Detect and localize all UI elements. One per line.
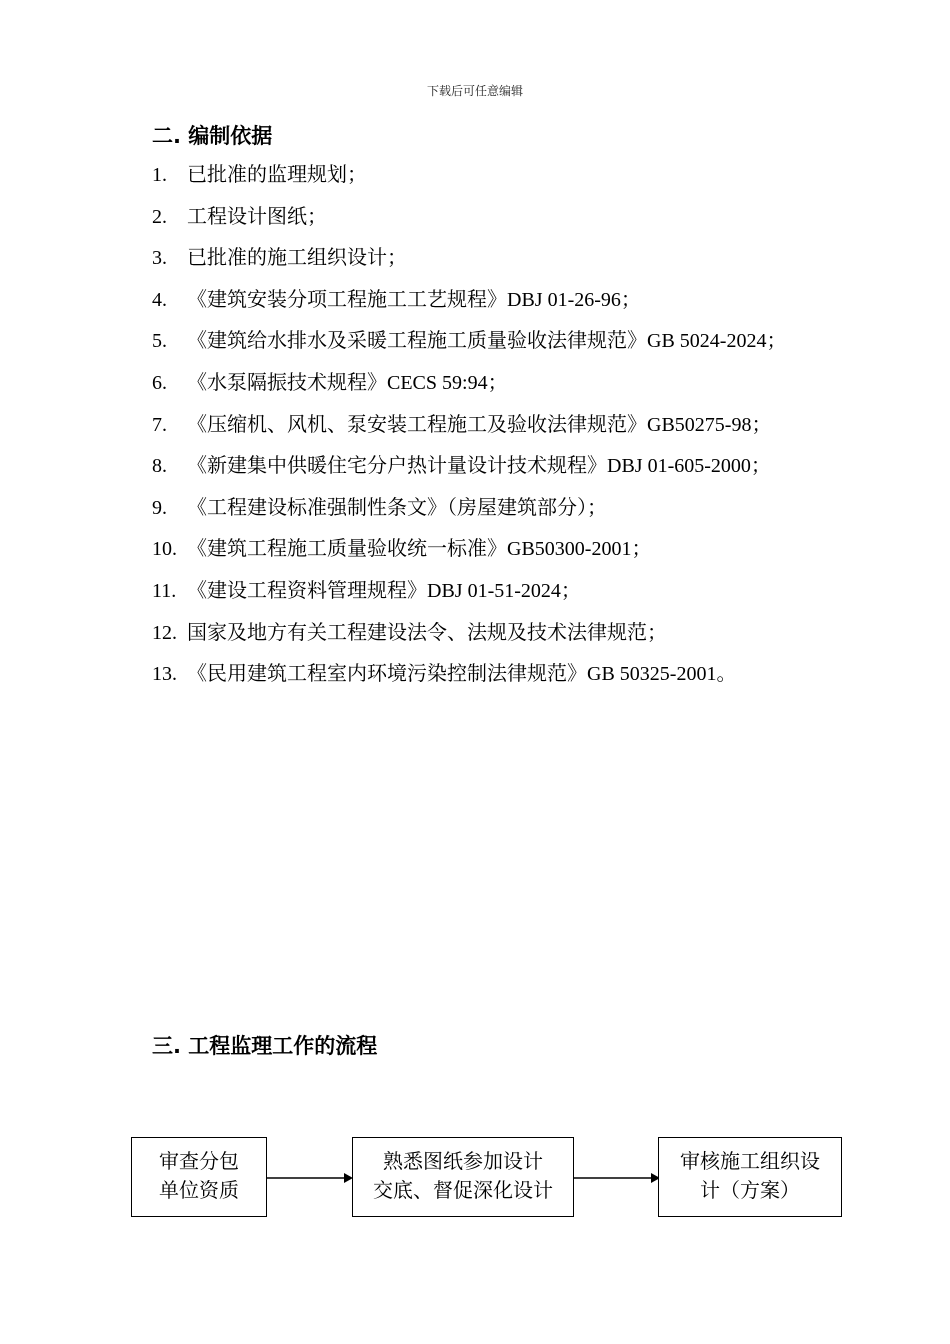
item-text: 已批准的施工组织设计； bbox=[187, 247, 407, 270]
list-item bbox=[152, 659, 786, 701]
list-item bbox=[152, 326, 786, 368]
item-text: 《建筑给水排水及采暖工程施工质量验收法律规范》GB 5024-2024； bbox=[187, 330, 787, 353]
item-text: 工程设计图纸； bbox=[187, 205, 327, 228]
list-item bbox=[152, 160, 786, 202]
item-text: 国家及地方有关工程建设法令、法规及技术法律规范； bbox=[187, 621, 667, 644]
flow-box-line: 审查分包 bbox=[159, 1151, 239, 1173]
item-number: 8. bbox=[152, 455, 167, 478]
list-item bbox=[152, 451, 786, 493]
item-text: 《工程建设标准强制性条文》（房屋建筑部分）； bbox=[187, 496, 607, 519]
flow-box-design-disclosure bbox=[352, 1137, 574, 1217]
item-number: 3. bbox=[152, 247, 167, 270]
item-number: 13. bbox=[152, 663, 177, 686]
section-heading-workflow: 三. 工程监理工作的流程 bbox=[152, 1034, 378, 1058]
item-text: 《压缩机、风机、泵安装工程施工及验收法律规范》GB50275-98； bbox=[187, 413, 772, 436]
list-item bbox=[152, 202, 786, 244]
flow-arrow bbox=[574, 1168, 660, 1188]
item-number: 9. bbox=[152, 496, 167, 519]
list-item bbox=[152, 285, 786, 327]
item-text: 《水泵隔振技术规程》CECS 59:94； bbox=[187, 371, 508, 394]
flow-box-line: 审核施工组织设 bbox=[680, 1151, 820, 1173]
basis-list bbox=[152, 160, 786, 701]
flow-box-review-subcontractor bbox=[131, 1137, 267, 1217]
item-number: 2. bbox=[152, 205, 167, 228]
list-item bbox=[152, 243, 786, 285]
list-item bbox=[152, 368, 786, 410]
item-text: 《建设工程资料管理规程》DBJ 01-51-2024； bbox=[187, 579, 581, 602]
item-text: 《建筑工程施工质量验收统一标准》GB50300-2001； bbox=[187, 538, 652, 561]
list-item bbox=[152, 618, 786, 660]
flow-box-line: 交底、督促深化设计 bbox=[373, 1180, 553, 1202]
flow-box-line: 单位资质 bbox=[159, 1180, 239, 1202]
flow-box-review-construction-plan bbox=[658, 1137, 842, 1217]
flow-box-line: 计（方案） bbox=[700, 1180, 800, 1202]
item-number: 7. bbox=[152, 413, 167, 436]
item-number: 11. bbox=[152, 579, 177, 602]
page-header: 下载后可任意编辑 bbox=[426, 84, 523, 98]
item-number: 5. bbox=[152, 330, 167, 353]
item-number: 10. bbox=[152, 538, 177, 561]
list-item bbox=[152, 410, 786, 452]
item-number: 1. bbox=[152, 164, 167, 186]
flow-arrow bbox=[267, 1168, 353, 1188]
section-heading-basis: 二. 编制依据 bbox=[152, 124, 273, 148]
item-number: 6. bbox=[152, 371, 167, 394]
item-text: 已批准的监理规划； bbox=[187, 164, 367, 186]
item-text: 《建筑安装分项工程施工工艺规程》DBJ 01-26-96； bbox=[187, 288, 641, 311]
item-text: 《民用建筑工程室内环境污染控制法律规范》GB 50325-2001。 bbox=[187, 663, 737, 686]
list-item bbox=[152, 493, 786, 535]
item-number: 12. bbox=[152, 621, 177, 644]
list-item bbox=[152, 576, 786, 618]
list-item bbox=[152, 534, 786, 576]
flow-box-line: 熟悉图纸参加设计 bbox=[383, 1151, 543, 1173]
item-text: 《新建集中供暖住宅分户热计量设计技术规程》DBJ 01-605-2000； bbox=[187, 455, 771, 478]
item-number: 4. bbox=[152, 288, 167, 311]
